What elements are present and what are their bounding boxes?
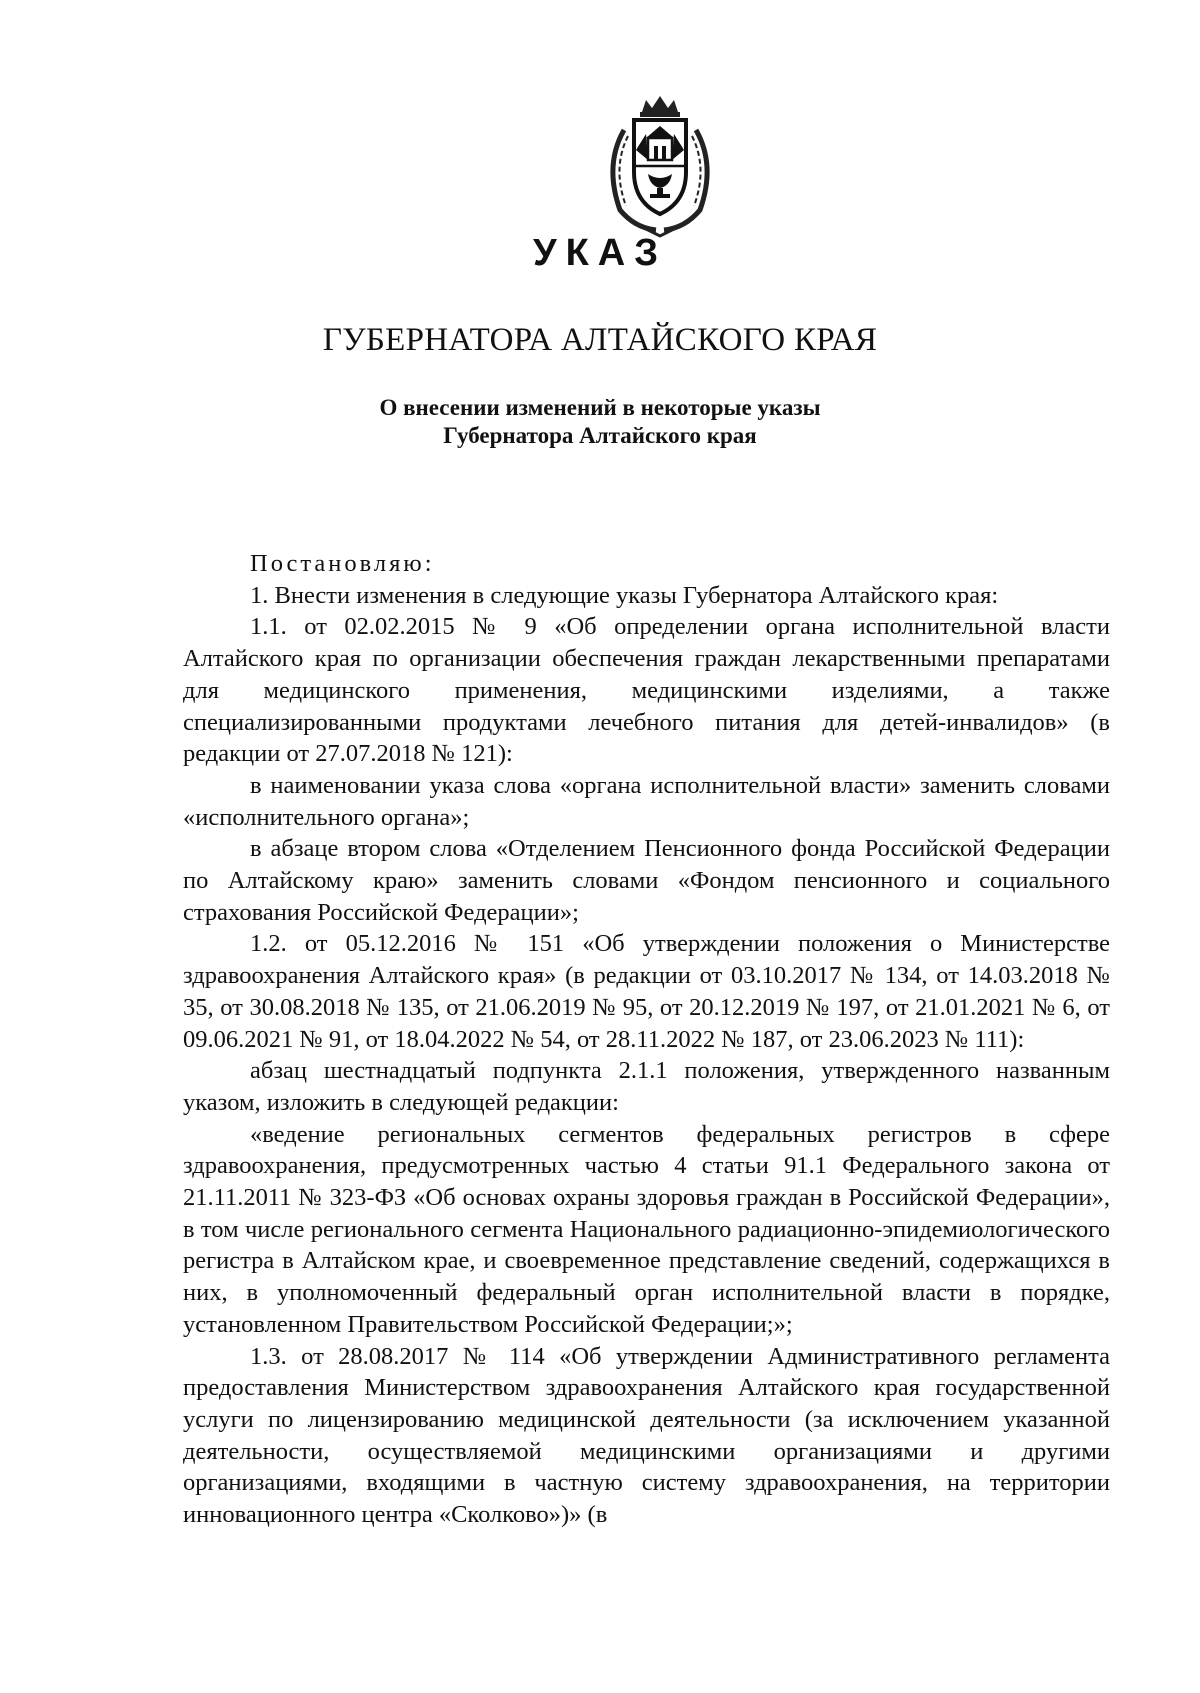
paragraph-1: 1. Внести изменения в следующие указы Губернатора Алтайского края: <box>250 581 999 609</box>
paragraph-1-2-abzac: абзац шестнадцатый подпункта 2.1.1 положения, утвержденного названным указом, изложить в следующей редакции: <box>183 1057 1110 1116</box>
paragraph-1-2: 1.2. от 05.12.2016 № 151 «Об утверждении положения о Министерстве здравоохранения Алтайского края» (в редакции от 03.10.2017 № 134, от 14.03.2018 № 35, от 30.08.2018 № 135, от 21.06.2019 № 95, от 20.12.2019 № 197, от 21.01.2021 № 6, от 09.06.2021 № 91, от 18.04.2022 № 54, от 28.11.2022 № 187, от 23.06.2023 № 111): <box>183 930 1110 1053</box>
paragraph-1-3: 1.3. от 28.08.2017 № 114 «Об утверждении Административного регламента предоставления Министерством здравоохранения Алтайского края государственной услуги по лицензированию медицинской деятельности (за исключением указанной деятельности, осуществляемой медицинскими организациями и другими организациями, входящими в частную систему здравоохранения, на территории инновационного центра «Сколково»)» (в <box>183 1342 1110 1529</box>
paragraph-1-2-quote: «ведение региональных сегментов федеральных регистров в сфере здравоохранения, предусмотренных частью 4 статьи 91.1 Федерального закона от 21.11.2011 № 323-ФЗ «Об основах охраны здоровья граждан в Российской Федерации», в том числе регионального сегмента Национального радиационно-эпидемиологического регистра в Алтайском крае, и своевременное представление сведений, содержащихся в них, в уполномоченный федеральный орган исполнительной власти в порядке, установленном Правительством Российской Федерации;»; <box>183 1120 1110 1338</box>
document-name-line-2: Губернатора Алтайского края <box>443 423 757 448</box>
paragraph-1-1-second-abzac: в абзаце втором слова «Отделением Пенсионного фонда Российской Федерации по Алтайскому краю» заменить словами «Фондом пенсионного и социального страхования Российской Федерации»; <box>183 835 1110 926</box>
document-name-line-1: О внесении изменений в некоторые указы <box>379 395 821 420</box>
paragraph-1-1-title-change: в наименовании указа слова «органа исполнительной власти» заменить словами «исполнительного органа»; <box>183 771 1110 831</box>
document-name <box>0 394 1200 450</box>
document-type-title: УКАЗ <box>532 232 668 274</box>
paragraph-1-1: 1.1. от 02.02.2015 № 9 «Об определении органа исполнительной власти Алтайского края по организации обеспечения граждан лекарственными препаратами для медицинского применения, медицинскими изделиями, а также специализированными продуктами лечебного питания для детей-инвалидов» (в редакции от 27.07.2018 № 121): <box>183 613 1110 768</box>
issuer-title: ГУБЕРНАТОРА АЛТАЙСКОГО КРАЯ <box>322 322 878 358</box>
decree-word: Постановляю: <box>250 550 435 577</box>
altai-krai-coat-of-arms-icon <box>590 90 730 240</box>
document-body <box>183 548 1110 1531</box>
